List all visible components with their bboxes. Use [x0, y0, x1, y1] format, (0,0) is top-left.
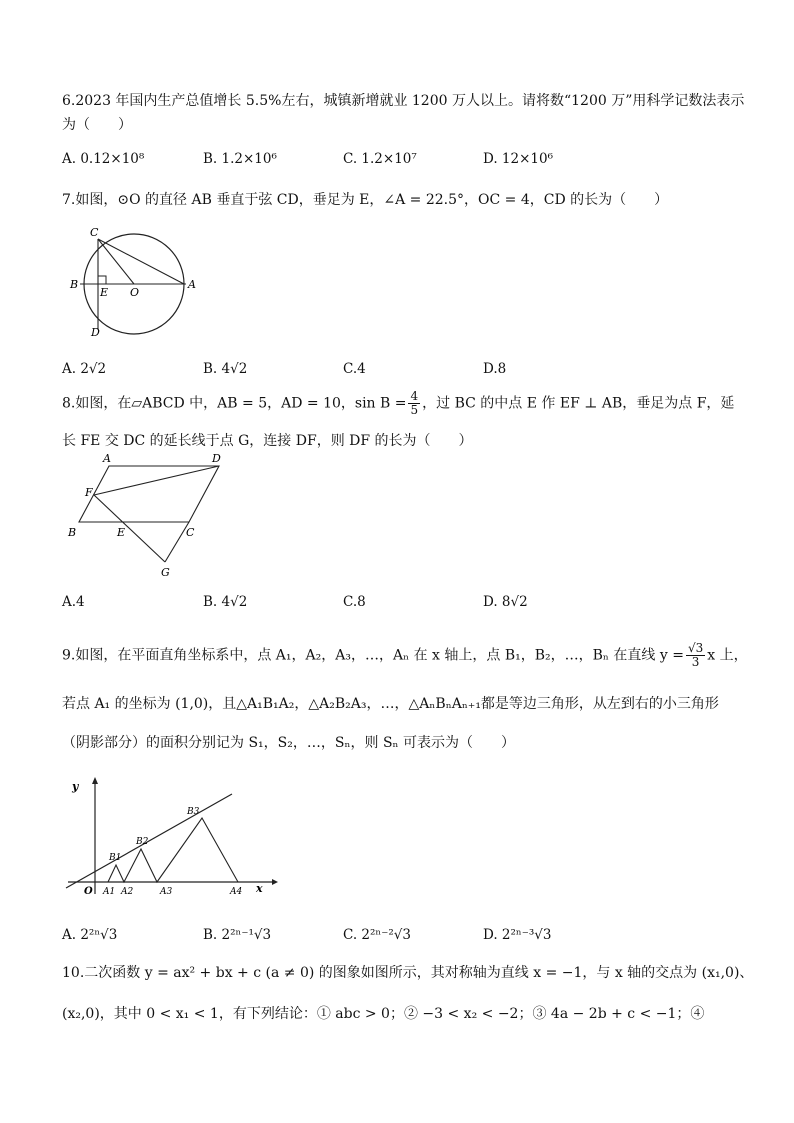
- q7-option-b: B. 4√2: [203, 361, 248, 377]
- q9-line1: [62, 642, 748, 669]
- label-g: G: [161, 566, 170, 579]
- label-b1: B1: [109, 853, 122, 863]
- q8-option-a: A.4: [62, 594, 85, 610]
- q8-frac-den: 5: [410, 403, 419, 417]
- label-a3: A3: [160, 887, 173, 897]
- segment-ca: [98, 239, 184, 284]
- label-y: y: [72, 780, 79, 793]
- q9-coordinate-figure: [62, 772, 282, 900]
- q8-line1-part1: 8.如图，在▱ABCD 中，AB = 5，AD = 10，sin B =: [62, 395, 407, 412]
- q6-line1: 6.2023 年国内生产总值增长 5.5%左右，城镇新增就业 1200 万人以上。请将数“1200 万”用科学记数法表示: [62, 93, 745, 109]
- label-c: C: [186, 526, 195, 539]
- q9-option-b: B. 2²ⁿ⁻¹√3: [203, 927, 272, 943]
- label-e: E: [100, 286, 109, 299]
- q8-option-c: C.8: [343, 594, 366, 610]
- segment-fg: [94, 495, 165, 562]
- q8-line1-part2: ，过 BC 的中点 E 作 EF ⊥ AB，垂足为点 F，延: [422, 395, 735, 412]
- q9-line2: 若点 A₁ 的坐标为 (1,0)，且△A₁B₁A₂，△A₂B₂A₃，…，△AₙBₙAₙ₊₁都是等边三角形，从左到右的小三角形: [62, 696, 719, 712]
- label-a: A: [103, 452, 111, 465]
- q8-option-b: B. 4√2: [203, 594, 248, 610]
- q6-line2: 为（ ）: [62, 117, 132, 133]
- segment-df: [94, 466, 219, 495]
- q8-option-d: D. 8√2: [483, 594, 528, 610]
- q7-option-a: A. 2√2: [62, 361, 107, 377]
- label-e: E: [117, 526, 126, 539]
- q10-line2: (x₂,0)，其中 0 < x₁ < 1，有下列结论：① abc > 0；② −3 < x₂ < −2；③ 4a − 2b + c < −1；④: [62, 1006, 705, 1022]
- q7-circle-figure: [62, 222, 202, 342]
- q9-line1-part2: x 上，: [707, 647, 748, 664]
- label-b2: B2: [136, 837, 149, 847]
- label-a: A: [188, 278, 196, 291]
- label-o: O: [84, 886, 93, 897]
- q9-line1-part1: 9.如图，在平面直角坐标系中，点 A₁，A₂，A₃，…，Aₙ 在 x 轴上，点 B₁，B₂，…，Bₙ 在直线 y =: [62, 647, 684, 664]
- segment-oc: [98, 239, 134, 284]
- q6-option-b: B. 1.2×10⁶: [203, 151, 277, 167]
- q9-fraction: [686, 642, 705, 669]
- label-o: O: [130, 286, 140, 299]
- q10-line1: 10.二次函数 y = ax² + bx + c (a ≠ 0) 的图象如图所示，其对称轴为直线 x = −1，与 x 轴的交点为 (x₁,0)、: [62, 965, 754, 981]
- q9-option-c: C. 2²ⁿ⁻²√3: [343, 927, 412, 943]
- x-axis-arrow: [272, 879, 278, 885]
- q7-text: 7.如图，⊙O 的直径 AB 垂直于弦 CD，垂足为 E，∠A = 22.5°，OC = 4，CD 的长为（ ）: [62, 192, 669, 208]
- q9-option-a: A. 2²ⁿ√3: [62, 927, 118, 943]
- q6-option-d: D. 12×10⁶: [483, 151, 554, 167]
- label-b3: B3: [187, 807, 200, 817]
- label-d: D: [212, 452, 221, 465]
- q9-frac-num: √3: [687, 641, 704, 655]
- q8-parallelogram-figure: [62, 452, 242, 582]
- label-b: B: [68, 526, 77, 539]
- q8-frac-num: 4: [410, 389, 419, 403]
- q6-option-a: A. 0.12×10⁸: [62, 151, 145, 167]
- right-angle-mark: [98, 276, 106, 284]
- q8-fraction: [408, 390, 420, 417]
- q9-frac-den: 3: [691, 655, 700, 669]
- label-a1: A1: [103, 887, 116, 897]
- q7-option-c: C.4: [343, 361, 366, 377]
- label-a4: A4: [230, 887, 243, 897]
- q8-line2: 长 FE 交 DC 的延长线于点 G，连接 DF，则 DF 的长为（ ）: [62, 433, 473, 449]
- label-d: D: [91, 326, 100, 339]
- label-c: C: [90, 226, 99, 239]
- label-x: x: [256, 882, 263, 895]
- q9-line3: （阴影部分）的面积分别记为 S₁，S₂，…，Sₙ，则 Sₙ 可表示为（ ）: [62, 735, 516, 751]
- y-axis-arrow: [92, 777, 98, 784]
- q6-option-c: C. 1.2×10⁷: [343, 151, 417, 167]
- label-f: F: [85, 486, 93, 499]
- q8-line1: [62, 390, 734, 417]
- q7-option-d: D.8: [483, 361, 507, 377]
- q9-option-d: D. 2²ⁿ⁻³√3: [483, 927, 552, 943]
- label-b: B: [70, 278, 79, 291]
- line-y-sqrt3-over-3-x: [66, 794, 232, 888]
- label-a2: A2: [121, 887, 134, 897]
